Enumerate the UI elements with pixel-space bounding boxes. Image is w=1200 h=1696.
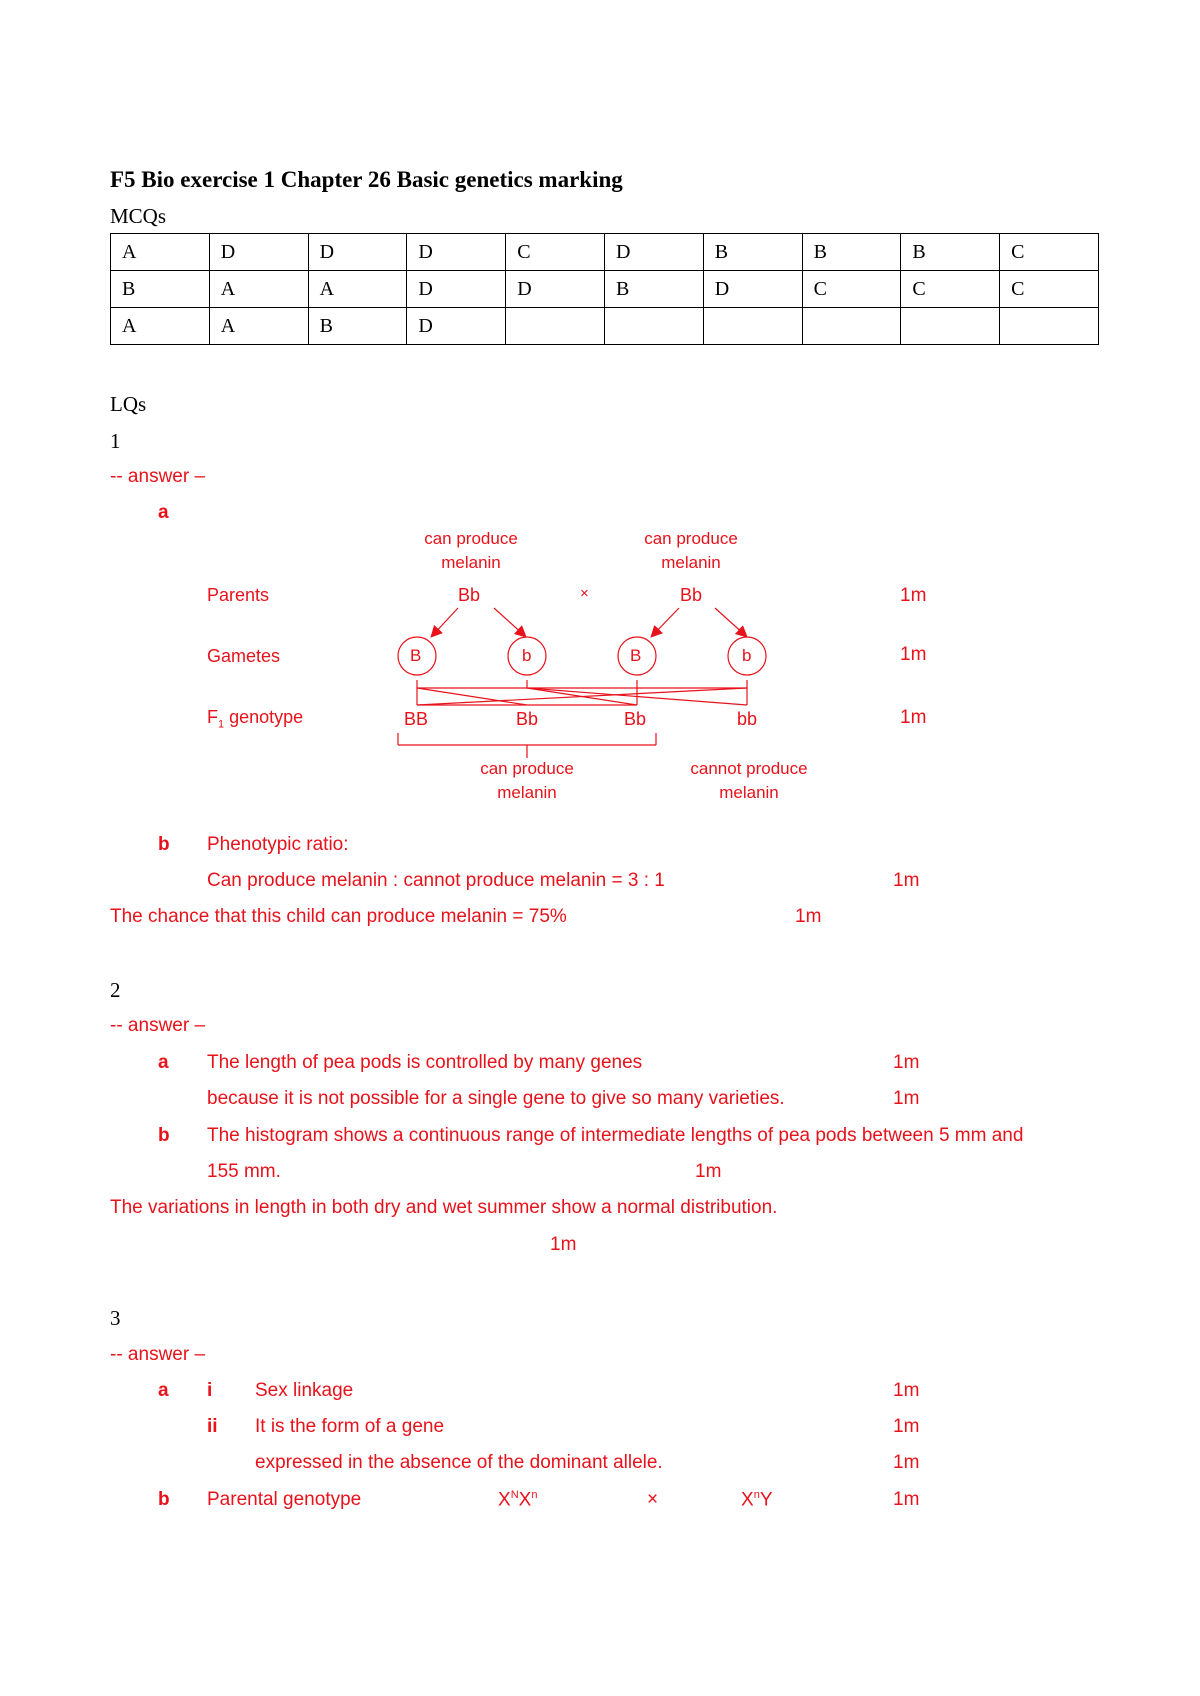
q1-b-line1: Phenotypic ratio: [207,834,349,855]
q3-ii-line1: It is the form of a gene [255,1416,445,1437]
mcq-answer-cell: C [506,234,605,271]
q1-chance-line: The chance that this child can produce melanin = 75% [110,906,567,927]
q2-a-mark2: 1m [893,1088,920,1109]
q2-a-line1: The length of pea pods is controlled by many genes [207,1052,643,1073]
q1-b-line2: Can produce melanin : cannot produce melanin = 3 : 1 [207,870,665,891]
q3-ii-mark1: 1m [893,1416,920,1437]
mcq-answer-cell: D [308,234,407,271]
q1-part-a-label: a [158,502,169,523]
cross-diagram-lines [0,0,1200,820]
f1-phenotype-right: cannot produce melanin [690,759,808,802]
mcq-answer-cell: B [901,234,1000,271]
cross-symbol: × [580,585,589,602]
q1-part-b-label: b [158,834,170,855]
q1-answer-header: -- answer – [110,466,206,487]
gamete-2: b [522,646,532,665]
mcq-answer-cell: D [407,308,506,345]
page-title: F5 Bio exercise 1 Chapter 26 Basic genetics marking [110,167,623,192]
mcq-answer-cell: A [209,271,308,308]
mcq-answer-cell: D [407,271,506,308]
q2-answer-header: -- answer – [110,1015,206,1036]
parent1-phenotype-label: can produce melanin [424,529,518,572]
mcq-answer-cell: D [506,271,605,308]
q3-cross-symbol: × [647,1489,659,1510]
q3-male-genotype: $X^nY$ [741,1489,773,1511]
gamete-3: B [630,646,642,665]
q3-ii-line2: expressed in the absence of the dominant allele. [255,1452,663,1473]
mcq-answer-cell: C [1000,234,1099,271]
q2-a-line2: because it is not possible for a single gene to give so many varieties. [207,1088,785,1109]
mcq-answer-cell: A [111,308,210,345]
f1-genotype-4: bb [737,709,758,729]
parent1-genotype: Bb [458,585,481,605]
mcq-answer-cell: C [802,271,901,308]
mark-f1: 1m [900,707,927,728]
q2-b-mark1: 1m [695,1161,722,1182]
q1-b-mark: 1m [893,870,920,891]
q3-sub-i-label: i [207,1380,213,1401]
mark-gametes: 1m [900,644,927,665]
gamete-1: B [410,646,422,665]
q3-answer-header: -- answer – [110,1344,206,1365]
f1-phenotype-left: can produce melanin [480,759,574,802]
mcq-answer-cell: D [407,234,506,271]
f1-genotype-row-label: $F_1$ genotype [207,707,304,731]
q2-part-a-label: a [158,1052,169,1073]
gamete-4: b [742,646,752,665]
f1-genotype-2: Bb [516,709,539,729]
f1-genotype-1: BB [404,709,429,729]
q1-chance-mark: 1m [795,906,822,927]
arrow-p1-to-B [432,608,458,636]
q2-b-line2: 155 mm. [207,1161,281,1182]
q3-b-mark: 1m [893,1489,920,1510]
mcq-answer-cell: B [308,308,407,345]
q2-part-b-label: b [158,1125,170,1146]
question-2-number: 2 [110,978,121,1002]
q3-i-mark: 1m [893,1380,920,1401]
mcq-answer-cell: B [111,271,210,308]
q3-i-text: Sex linkage [255,1380,354,1401]
q3-b-text: Parental genotype [207,1489,362,1510]
q2-b-mark2: 1m [550,1234,577,1255]
mcq-answer-cell: A [111,234,210,271]
arrow-p2-to-b [715,608,746,636]
q3-part-a-label: a [158,1380,169,1401]
q3-part-b-label: b [158,1489,170,1510]
parent2-phenotype-label: can produce melanin [644,529,738,572]
mcq-heading: MCQs [110,204,167,228]
mcq-answer-cell: C [1000,271,1099,308]
lq-heading: LQs [110,392,147,416]
q2-b-line3: The variations in length in both dry and wet summer show a normal distribution. [110,1197,778,1218]
q3-female-genotype: $X^NX^n$ [498,1489,538,1511]
mcq-answer-cell: D [604,234,703,271]
parents-row-label: Parents [207,585,270,605]
q2-b-line1: The histogram shows a continuous range of intermediate lengths of pea pods between 5 mm and [207,1125,1024,1146]
mcq-answer-cell: B [802,234,901,271]
f1-genotype-3: Bb [624,709,647,729]
arrow-p2-to-B [652,608,679,636]
gametes-row-label: Gametes [207,646,281,666]
mcq-answer-cell: D [209,234,308,271]
question-1-number: 1 [110,429,121,453]
mcq-answer-cell: A [308,271,407,308]
q2-a-mark1: 1m [893,1052,920,1073]
q3-sub-ii-label: ii [207,1416,218,1437]
q3-ii-mark2: 1m [893,1452,920,1473]
mcq-answer-cell: C [901,271,1000,308]
mcq-answer-cell: D [703,271,802,308]
mcq-answer-cell: B [703,234,802,271]
parent2-genotype: Bb [680,585,703,605]
question-3-number: 3 [110,1306,121,1330]
mcq-answer-cell: A [209,308,308,345]
arrow-p1-to-b [494,608,525,636]
mark-parents: 1m [900,585,927,606]
mcq-answer-cell: B [604,271,703,308]
